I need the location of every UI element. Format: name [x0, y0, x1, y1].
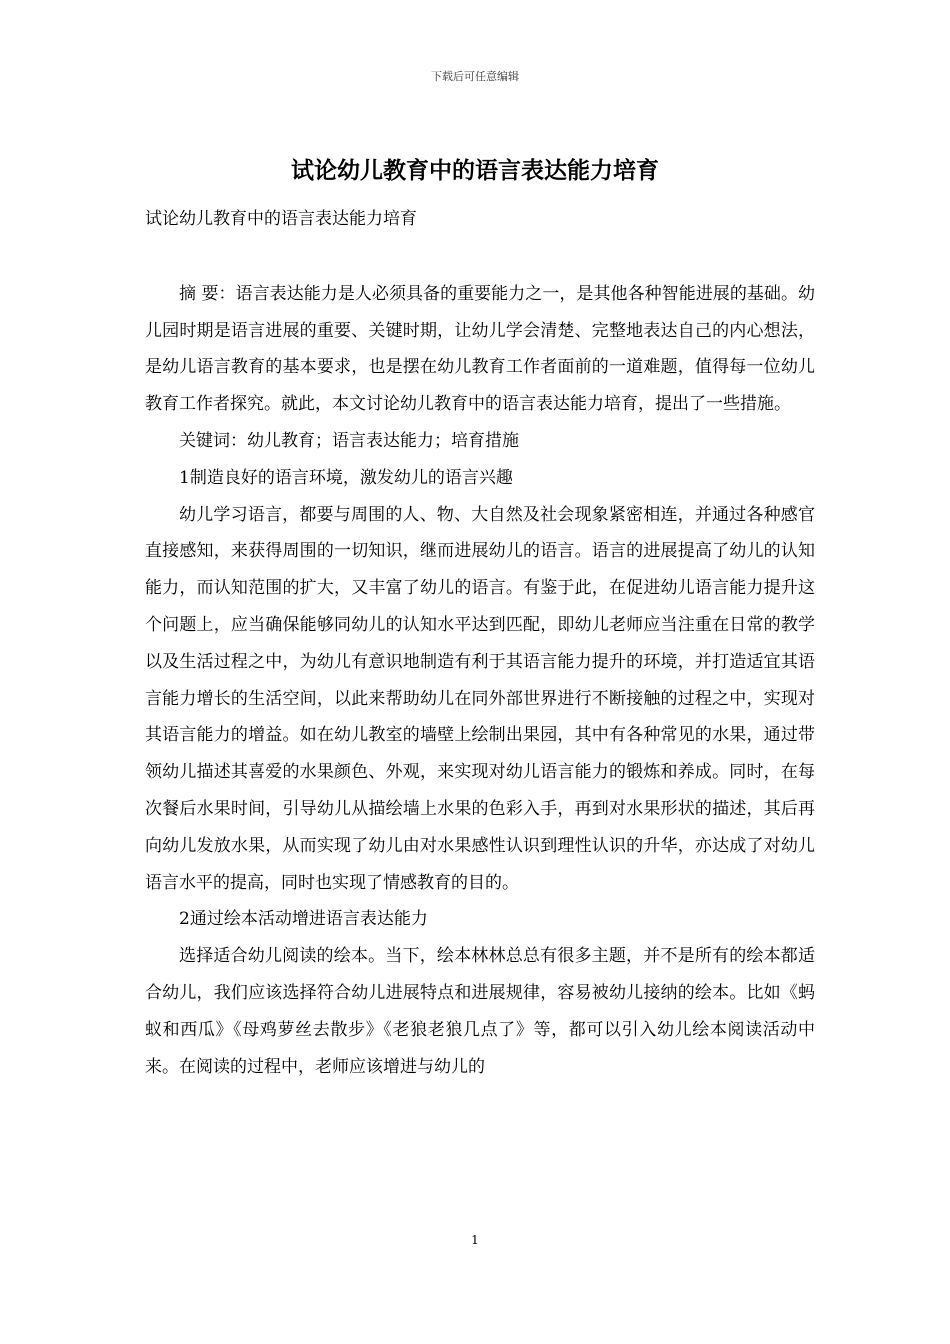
abstract-paragraph: 摘 要：语言表达能力是人必须具备的重要能力之一，是其他各种智能进展的基础。幼儿园时期是语言进展的重要、关键时期，让幼儿学会清楚、完整地表达自己的内心想法，是幼儿语言教育的基本要求，也是摆在幼儿教育工作者面前的一道难题，值得每一位幼儿教育工作者探究。就此，本文讨论幼儿教育中的语言表达能力培育，提出了一些措施。: [145, 283, 815, 415]
section-heading-1: 1制造良好的语言环境，激发幼儿的语言兴趣: [179, 467, 513, 488]
page-number: 1: [471, 1233, 479, 1247]
section-1-paragraph: 幼儿学习语言，都要与周围的人、物、大自然及社会现象紧密相连，并通过各种感官直接感知，来获得周围的一切知识，继而进展幼儿的语言。语言的进展提高了幼儿的认知能力，而认知范围的扩大，又丰富了幼儿的语言。有鉴于此，在促进幼儿语言能力提升这个问题上，应当确保能够同幼儿的认知水平达到匹配，即幼儿老师应当注重在日常的教学以及生活过程之中，为幼儿有意识地制造有利于其语言能力提升的环境，并打造适宜其语言能力增长的生活空间，以此来帮助幼儿在同外部世界进行不断接触的过程之中，实现对其语言能力的增益。如在幼儿教室的墙壁上绘制出果园，其中有各种常见的水果，通过带领幼儿描述其喜爱的水果颜色、外观，来实现对幼儿语言能力的锻炼和养成。同时，在每次餐后水果时间，引导幼儿从描绘墙上水果的色彩入手，再到对水果形状的描述，其后再向幼儿发放水果，从而实现了幼儿由对水果感性认识到理性认识的升华，亦达成了对幼儿语言水平的提高，同时也实现了情感教育的目的。: [145, 504, 815, 893]
keywords-paragraph: 关键词：幼儿教育；语言表达能力；培育措施: [179, 430, 519, 451]
section-heading-2: 2通过绘本活动增进语言表达能力: [179, 909, 428, 930]
document-body: [145, 201, 815, 1085]
document-title: 试论幼儿教育中的语言表达能力培育: [291, 157, 659, 184]
section-2-paragraph: 选择适合幼儿阅读的绘本。当下，绘本林林总总有很多主题，并不是所有的绘本都适合幼儿，我们应该选择符合幼儿进展特点和进展规律，容易被幼儿接纳的绘本。比如《蚂蚁和西瓜》《母鸡萝丝去散步》《老狼老狼几点了》等，都可以引入幼儿绘本阅读活动中来。在阅读的过程中，老师应该增进与幼儿的: [145, 946, 815, 1077]
page-header-note: 下载后可任意编辑: [431, 70, 519, 83]
document-subtitle: 试论幼儿教育中的语言表达能力培育: [145, 209, 417, 229]
